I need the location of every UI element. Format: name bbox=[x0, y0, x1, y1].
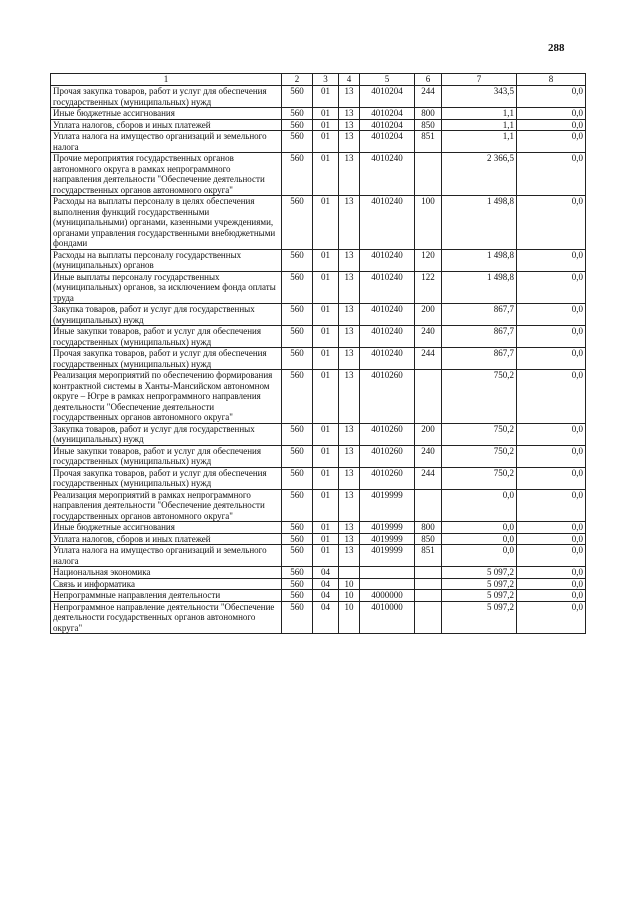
cell-target-article: 4010260 bbox=[360, 445, 415, 467]
table-row bbox=[51, 119, 586, 131]
table-row bbox=[51, 533, 586, 545]
cell-target-article: 4000000 bbox=[360, 590, 415, 602]
cell-name: Реализация мероприятий по обеспечению формирования контрактной системы в Ханты-Мансийском автономном округе – Югре в рамках непрограммного направления деятельности "Обеспечение деятельности государственных органов автономного округа" bbox=[51, 370, 282, 424]
cell-expense-type: 851 bbox=[415, 545, 442, 567]
cell-section: 01 bbox=[313, 119, 339, 131]
cell-amount: 343,5 bbox=[442, 86, 517, 108]
cell-section: 01 bbox=[313, 370, 339, 424]
cell-amount: 5 097,2 bbox=[442, 590, 517, 602]
cell-amount: 750,2 bbox=[442, 445, 517, 467]
table-row bbox=[51, 489, 586, 522]
cell-section: 01 bbox=[313, 196, 339, 250]
cell-amount-2: 0,0 bbox=[517, 590, 586, 602]
cell-name: Иные закупки товаров, работ и услуг для обеспечения государственных (муниципальных) нужд bbox=[51, 445, 282, 467]
cell-name: Иные закупки товаров, работ и услуг для обеспечения государственных (муниципальных) нужд bbox=[51, 326, 282, 348]
cell-subsection: 10 bbox=[339, 578, 360, 590]
cell-admin: 560 bbox=[282, 590, 313, 602]
header-cell: 3 bbox=[313, 74, 339, 86]
cell-subsection: 13 bbox=[339, 86, 360, 108]
cell-expense-type: 850 bbox=[415, 119, 442, 131]
cell-expense-type bbox=[415, 590, 442, 602]
cell-subsection: 13 bbox=[339, 326, 360, 348]
cell-admin: 560 bbox=[282, 119, 313, 131]
cell-admin: 560 bbox=[282, 445, 313, 467]
cell-expense-type bbox=[415, 567, 442, 579]
table-row bbox=[51, 370, 586, 424]
cell-amount: 1,1 bbox=[442, 108, 517, 120]
cell-section: 01 bbox=[313, 271, 339, 304]
cell-target-article: 4019999 bbox=[360, 522, 415, 534]
cell-amount-2: 0,0 bbox=[517, 370, 586, 424]
cell-admin: 560 bbox=[282, 601, 313, 634]
cell-admin: 560 bbox=[282, 370, 313, 424]
cell-amount-2: 0,0 bbox=[517, 348, 586, 370]
cell-name: Уплата налогов, сборов и иных платежей bbox=[51, 119, 282, 131]
cell-amount: 0,0 bbox=[442, 489, 517, 522]
cell-amount-2: 0,0 bbox=[517, 131, 586, 153]
cell-section: 01 bbox=[313, 348, 339, 370]
cell-section: 01 bbox=[313, 153, 339, 196]
cell-target-article: 4010240 bbox=[360, 304, 415, 326]
table-row bbox=[51, 578, 586, 590]
cell-amount: 867,7 bbox=[442, 326, 517, 348]
cell-target-article: 4010240 bbox=[360, 196, 415, 250]
cell-admin: 560 bbox=[282, 545, 313, 567]
cell-expense-type: 244 bbox=[415, 86, 442, 108]
table-row bbox=[51, 249, 586, 271]
table-row bbox=[51, 522, 586, 534]
cell-amount-2: 0,0 bbox=[517, 601, 586, 634]
cell-amount-2: 0,0 bbox=[517, 304, 586, 326]
cell-section: 01 bbox=[313, 545, 339, 567]
cell-section: 01 bbox=[313, 131, 339, 153]
cell-expense-type bbox=[415, 370, 442, 424]
header-cell: 5 bbox=[360, 74, 415, 86]
cell-subsection: 13 bbox=[339, 196, 360, 250]
cell-subsection: 13 bbox=[339, 533, 360, 545]
cell-target-article: 4019999 bbox=[360, 489, 415, 522]
cell-amount-2: 0,0 bbox=[517, 522, 586, 534]
cell-subsection: 13 bbox=[339, 153, 360, 196]
table-row bbox=[51, 86, 586, 108]
table-row bbox=[51, 567, 586, 579]
cell-admin: 560 bbox=[282, 249, 313, 271]
cell-subsection: 13 bbox=[339, 119, 360, 131]
cell-name: Непрограммные направления деятельности bbox=[51, 590, 282, 602]
cell-amount-2: 0,0 bbox=[517, 271, 586, 304]
cell-admin: 560 bbox=[282, 304, 313, 326]
cell-name: Иные бюджетные ассигнования bbox=[51, 522, 282, 534]
cell-section: 04 bbox=[313, 601, 339, 634]
cell-section: 01 bbox=[313, 86, 339, 108]
cell-amount-2: 0,0 bbox=[517, 119, 586, 131]
header-row bbox=[51, 74, 586, 86]
cell-amount: 0,0 bbox=[442, 545, 517, 567]
cell-section: 01 bbox=[313, 304, 339, 326]
cell-target-article: 4010240 bbox=[360, 326, 415, 348]
cell-name: Закупка товаров, работ и услуг для государственных (муниципальных) нужд bbox=[51, 304, 282, 326]
cell-subsection: 13 bbox=[339, 249, 360, 271]
cell-name: Уплата налога на имущество организаций и земельного налога bbox=[51, 545, 282, 567]
table-row bbox=[51, 304, 586, 326]
cell-admin: 560 bbox=[282, 489, 313, 522]
cell-target-article: 4010260 bbox=[360, 423, 415, 445]
cell-name: Реализация мероприятий в рамках непрограммного направления деятельности "Обеспечение деятельности государственных органов автономного округа" bbox=[51, 489, 282, 522]
cell-section: 01 bbox=[313, 326, 339, 348]
table-row bbox=[51, 423, 586, 445]
cell-amount: 5 097,2 bbox=[442, 578, 517, 590]
cell-target-article: 4019999 bbox=[360, 545, 415, 567]
cell-amount: 5 097,2 bbox=[442, 601, 517, 634]
cell-amount-2: 0,0 bbox=[517, 489, 586, 522]
cell-name: Иные выплаты персоналу государственных (муниципальных) органов, за исключением фонда оплаты труда bbox=[51, 271, 282, 304]
cell-target-article: 4010204 bbox=[360, 131, 415, 153]
cell-expense-type: 240 bbox=[415, 445, 442, 467]
cell-target-article: 4010204 bbox=[360, 119, 415, 131]
cell-expense-type: 240 bbox=[415, 326, 442, 348]
cell-expense-type bbox=[415, 489, 442, 522]
cell-name: Национальная экономика bbox=[51, 567, 282, 579]
cell-subsection: 13 bbox=[339, 445, 360, 467]
table-row bbox=[51, 131, 586, 153]
cell-amount: 750,2 bbox=[442, 370, 517, 424]
cell-amount: 750,2 bbox=[442, 423, 517, 445]
cell-amount: 1 498,8 bbox=[442, 196, 517, 250]
cell-name: Прочая закупка товаров, работ и услуг для обеспечения государственных (муниципальных) нужд bbox=[51, 467, 282, 489]
cell-subsection: 13 bbox=[339, 271, 360, 304]
cell-section: 01 bbox=[313, 489, 339, 522]
cell-section: 01 bbox=[313, 249, 339, 271]
cell-amount-2: 0,0 bbox=[517, 533, 586, 545]
cell-subsection: 13 bbox=[339, 108, 360, 120]
cell-name: Расходы на выплаты персоналу в целях обеспечения выполнения функций государственными (муниципальными) органами, казенными учреждениями, органами управления государственными внебюджетными фондами bbox=[51, 196, 282, 250]
cell-target-article: 4010260 bbox=[360, 467, 415, 489]
cell-admin: 560 bbox=[282, 348, 313, 370]
cell-amount-2: 0,0 bbox=[517, 445, 586, 467]
cell-target-article: 4010240 bbox=[360, 348, 415, 370]
cell-section: 01 bbox=[313, 108, 339, 120]
cell-amount: 750,2 bbox=[442, 467, 517, 489]
cell-expense-type: 800 bbox=[415, 522, 442, 534]
cell-subsection: 13 bbox=[339, 423, 360, 445]
cell-target-article: 4010204 bbox=[360, 108, 415, 120]
cell-amount-2: 0,0 bbox=[517, 578, 586, 590]
table-row bbox=[51, 153, 586, 196]
page-number: 288 bbox=[548, 42, 565, 54]
cell-name: Непрограммное направление деятельности "Обеспечение деятельности государственных органов автономного округа" bbox=[51, 601, 282, 634]
cell-admin: 560 bbox=[282, 578, 313, 590]
cell-expense-type: 122 bbox=[415, 271, 442, 304]
cell-admin: 560 bbox=[282, 467, 313, 489]
cell-name: Уплата налогов, сборов и иных платежей bbox=[51, 533, 282, 545]
cell-admin: 560 bbox=[282, 522, 313, 534]
table-row bbox=[51, 196, 586, 250]
header-cell: 8 bbox=[517, 74, 586, 86]
cell-admin: 560 bbox=[282, 567, 313, 579]
cell-amount: 5 097,2 bbox=[442, 567, 517, 579]
cell-subsection: 13 bbox=[339, 370, 360, 424]
cell-expense-type bbox=[415, 578, 442, 590]
cell-amount-2: 0,0 bbox=[517, 567, 586, 579]
cell-amount-2: 0,0 bbox=[517, 196, 586, 250]
cell-section: 04 bbox=[313, 578, 339, 590]
cell-amount-2: 0,0 bbox=[517, 326, 586, 348]
cell-section: 01 bbox=[313, 423, 339, 445]
cell-amount-2: 0,0 bbox=[517, 423, 586, 445]
cell-section: 01 bbox=[313, 533, 339, 545]
cell-target-article: 4019999 bbox=[360, 533, 415, 545]
cell-amount-2: 0,0 bbox=[517, 108, 586, 120]
cell-section: 01 bbox=[313, 445, 339, 467]
cell-expense-type bbox=[415, 601, 442, 634]
cell-subsection: 10 bbox=[339, 601, 360, 634]
cell-admin: 560 bbox=[282, 423, 313, 445]
cell-name: Прочая закупка товаров, работ и услуг для обеспечения государственных (муниципальных) нужд bbox=[51, 348, 282, 370]
cell-section: 04 bbox=[313, 567, 339, 579]
cell-target-article: 4010260 bbox=[360, 370, 415, 424]
budget-table bbox=[50, 73, 586, 634]
cell-name: Прочие мероприятия государственных органов автономного округа в рамках непрограммного направления деятельности "Обеспечение деятельности государственных органов автономного округа" bbox=[51, 153, 282, 196]
cell-target-article: 4010240 bbox=[360, 271, 415, 304]
cell-amount: 0,0 bbox=[442, 522, 517, 534]
cell-subsection: 10 bbox=[339, 590, 360, 602]
cell-amount-2: 0,0 bbox=[517, 467, 586, 489]
table-row bbox=[51, 590, 586, 602]
cell-amount: 867,7 bbox=[442, 304, 517, 326]
table-row bbox=[51, 348, 586, 370]
table-row bbox=[51, 108, 586, 120]
cell-amount: 1 498,8 bbox=[442, 249, 517, 271]
header-cell: 6 bbox=[415, 74, 442, 86]
cell-target-article: 4010240 bbox=[360, 249, 415, 271]
cell-subsection: 13 bbox=[339, 522, 360, 534]
cell-expense-type: 200 bbox=[415, 423, 442, 445]
cell-target-article: 4010000 bbox=[360, 601, 415, 634]
cell-target-article bbox=[360, 567, 415, 579]
cell-subsection bbox=[339, 567, 360, 579]
table-row bbox=[51, 545, 586, 567]
cell-name: Расходы на выплаты персоналу государственных (муниципальных) органов bbox=[51, 249, 282, 271]
table-row bbox=[51, 445, 586, 467]
header-cell: 2 bbox=[282, 74, 313, 86]
cell-amount: 1,1 bbox=[442, 119, 517, 131]
cell-admin: 560 bbox=[282, 86, 313, 108]
cell-subsection: 13 bbox=[339, 545, 360, 567]
cell-amount-2: 0,0 bbox=[517, 249, 586, 271]
table-row bbox=[51, 601, 586, 634]
cell-expense-type: 244 bbox=[415, 348, 442, 370]
cell-subsection: 13 bbox=[339, 348, 360, 370]
cell-admin: 560 bbox=[282, 271, 313, 304]
cell-expense-type: 244 bbox=[415, 467, 442, 489]
header-cell: 4 bbox=[339, 74, 360, 86]
cell-target-article: 4010240 bbox=[360, 153, 415, 196]
cell-expense-type: 851 bbox=[415, 131, 442, 153]
cell-amount: 867,7 bbox=[442, 348, 517, 370]
cell-section: 01 bbox=[313, 467, 339, 489]
cell-amount: 1,1 bbox=[442, 131, 517, 153]
cell-name: Связь и информатика bbox=[51, 578, 282, 590]
cell-amount: 2 366,5 bbox=[442, 153, 517, 196]
cell-section: 01 bbox=[313, 522, 339, 534]
table-row bbox=[51, 326, 586, 348]
table-row bbox=[51, 467, 586, 489]
cell-name: Прочая закупка товаров, работ и услуг для обеспечения государственных (муниципальных) нужд bbox=[51, 86, 282, 108]
cell-subsection: 13 bbox=[339, 131, 360, 153]
cell-expense-type: 800 bbox=[415, 108, 442, 120]
cell-amount-2: 0,0 bbox=[517, 86, 586, 108]
cell-admin: 560 bbox=[282, 108, 313, 120]
cell-amount: 1 498,8 bbox=[442, 271, 517, 304]
header-cell: 1 bbox=[51, 74, 282, 86]
cell-name: Закупка товаров, работ и услуг для государственных (муниципальных) нужд bbox=[51, 423, 282, 445]
cell-subsection: 13 bbox=[339, 467, 360, 489]
cell-expense-type: 200 bbox=[415, 304, 442, 326]
cell-subsection: 13 bbox=[339, 489, 360, 522]
cell-subsection: 13 bbox=[339, 304, 360, 326]
cell-amount-2: 0,0 bbox=[517, 545, 586, 567]
cell-admin: 560 bbox=[282, 153, 313, 196]
cell-admin: 560 bbox=[282, 131, 313, 153]
cell-target-article bbox=[360, 578, 415, 590]
cell-target-article: 4010204 bbox=[360, 86, 415, 108]
cell-expense-type bbox=[415, 153, 442, 196]
cell-expense-type: 120 bbox=[415, 249, 442, 271]
cell-name: Уплата налога на имущество организаций и земельного налога bbox=[51, 131, 282, 153]
cell-expense-type: 100 bbox=[415, 196, 442, 250]
cell-expense-type: 850 bbox=[415, 533, 442, 545]
cell-admin: 560 bbox=[282, 196, 313, 250]
cell-section: 04 bbox=[313, 590, 339, 602]
cell-amount: 0,0 bbox=[442, 533, 517, 545]
table-row bbox=[51, 271, 586, 304]
cell-amount-2: 0,0 bbox=[517, 153, 586, 196]
cell-name: Иные бюджетные ассигнования bbox=[51, 108, 282, 120]
cell-admin: 560 bbox=[282, 326, 313, 348]
cell-admin: 560 bbox=[282, 533, 313, 545]
header-cell: 7 bbox=[442, 74, 517, 86]
